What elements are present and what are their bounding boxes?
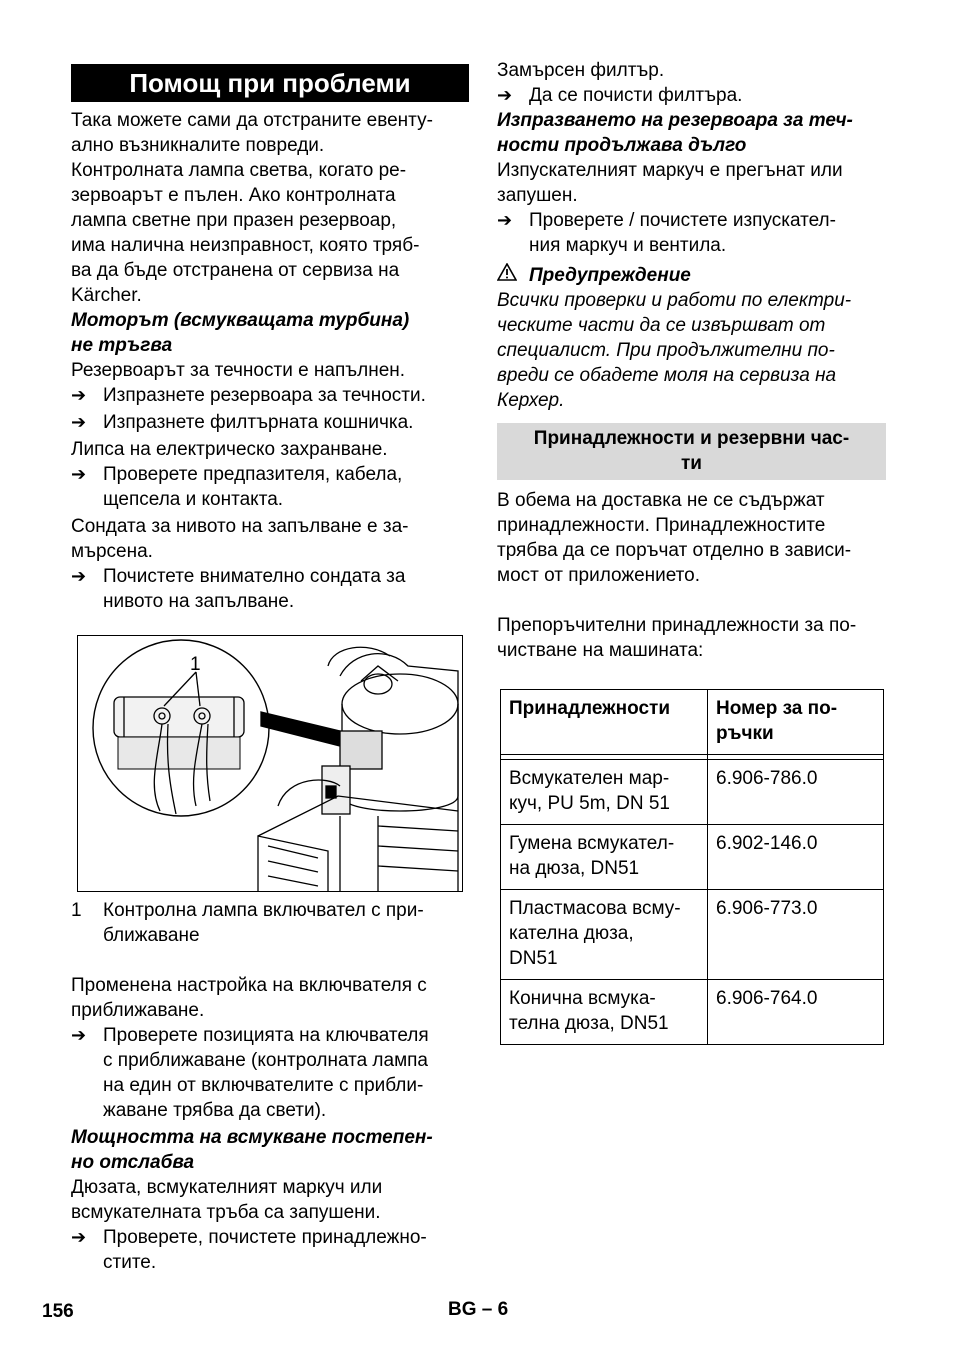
page-number: 156 <box>42 1301 74 1322</box>
right-column <box>497 58 886 1045</box>
cause-probe-dirty: Сондата за нивото на запълване е за- мърсена. <box>71 516 409 562</box>
cause-no-power: Липса на електрическо захранване. <box>71 439 388 460</box>
cause-clogged: Дюзата, всмукателният маркуч или всмукателната тръба са запушени. <box>71 1177 383 1223</box>
step-clean-filter: ➔ Да се почисти филтъра. <box>497 85 743 106</box>
arrow-right-icon: ➔ <box>71 566 87 586</box>
intro-line: ално възникналите повреди. <box>71 135 325 156</box>
step-clean-accessories: ➔ Проверете, почистете принадлежно- стите. <box>71 1227 427 1273</box>
arrow-right-icon: ➔ <box>71 385 87 405</box>
accessories-table <box>500 689 884 1045</box>
intro-line: Така можете сами да отстраните евенту- <box>71 110 433 131</box>
table-row: Конична всмука- телна дюза, DN51 6.906-764.0 <box>501 980 884 1045</box>
arrow-right-icon: ➔ <box>71 1227 87 1247</box>
warning-triangle-icon <box>497 263 529 288</box>
intro-line: Kärcher. <box>71 285 142 306</box>
section-title-troubleshooting: Помощ при проблеми <box>71 64 469 102</box>
intro-paragraph <box>71 108 469 308</box>
intro-line: има налична неизправност, която тряб- <box>71 235 420 256</box>
cause-filter-dirty: Замърсен филтър. <box>497 60 665 81</box>
legend-number: 1 <box>71 900 82 921</box>
arrow-right-icon: ➔ <box>71 1025 87 1045</box>
step-clean-probe: ➔ Почистете внимателно сондата за нивото на запълване. <box>71 566 406 612</box>
language-page-label: BG – 6 <box>448 1299 509 1320</box>
table-header-accessory: Принадлежности <box>501 690 708 755</box>
intro-line: ва да бъде отстранена от сервиза на <box>71 260 400 281</box>
figure-legend: 1 Контролна лампа включвател с при- ближаване <box>71 900 424 946</box>
figure-proximity-switch <box>77 635 463 892</box>
table-row: Пластмасова всму- кателна дюза, DN51 6.906-773.0 <box>501 890 884 980</box>
intro-line: зервоарът е пълен. Ако контролната <box>71 185 396 206</box>
figure-callout: 1 <box>190 654 201 675</box>
intro-line: лампа светне при празен резервоар, <box>71 210 397 231</box>
step-check-switch: ➔ Проверете позицията на ключвателя с приближаване (контролната лампа на един от включвателите с прибли- жаване трябва да свети). <box>71 1025 429 1121</box>
arrow-right-icon: ➔ <box>71 464 87 484</box>
table-row: Всмукателен мар- куч, PU 5m, DN 51 6.906-786.0 <box>501 760 884 825</box>
order-number: 6.906-764.0 <box>708 980 884 1045</box>
warning-heading: Предупреждение <box>497 263 886 288</box>
step-empty-tank: ➔ Изпразнете резервоара за течности. <box>71 385 426 406</box>
warning-text: Всички проверки и работи по електри- ческите части да се извършват от специалист. При продължителни по- вреди се обадете моля на сервиза на Керхер. <box>497 290 852 411</box>
table-header-row <box>501 690 884 755</box>
section-title-accessories: Принадлежности и резервни час- ти <box>497 423 886 480</box>
arrow-right-icon: ➔ <box>497 210 513 230</box>
step-empty-filter-basket: ➔ Изпразнете филтърната кошничка. <box>71 412 414 433</box>
left-column <box>71 58 469 1275</box>
cause-switch-setting: Променена настройка на включвателя с приближаване. <box>71 975 427 1021</box>
table-row: Гумена всмукател- на дюза, DN51 6.902-146.0 <box>501 825 884 890</box>
cause-tank-full: Резервоарът за течности е напълнен. <box>71 360 406 381</box>
table-header-order-number: Номер за по- ръчки <box>708 690 884 755</box>
accessories-paragraph: В обема на доставка не се съдържат принадлежности. Принадлежностите трябва да се поръчат отделно в зависи- мост от приложението. <box>497 490 852 586</box>
step-check-fuse: ➔ Проверете предпазителя, кабела, щепсела и контакта. <box>71 464 403 510</box>
order-number: 6.906-786.0 <box>708 760 884 825</box>
heading-suction-weakens: Мощността на всмукване постепен- но отслабва <box>71 1127 433 1173</box>
arrow-right-icon: ➔ <box>71 412 87 432</box>
order-number: 6.902-146.0 <box>708 825 884 890</box>
machine-illustration <box>78 636 462 891</box>
order-number: 6.906-773.0 <box>708 890 884 980</box>
heading-slow-drain: Изпразването на резервоара за теч- ности продължава дълго <box>497 110 853 156</box>
cause-hose-kinked: Изпускателният маркуч е прегънат или запушен. <box>497 160 843 206</box>
intro-line: Контролната лампа светва, когато ре- <box>71 160 407 181</box>
heading-motor-not-starting: Моторът (всмукващата турбина) не тръгва <box>71 310 410 356</box>
arrow-right-icon: ➔ <box>497 85 513 105</box>
step-check-hose: ➔ Проверете / почистете изпускател- ния маркуч и вентила. <box>497 210 836 256</box>
recommended-accessories-paragraph: Препоръчителни принадлежности за по- чистване на машината: <box>497 615 857 661</box>
